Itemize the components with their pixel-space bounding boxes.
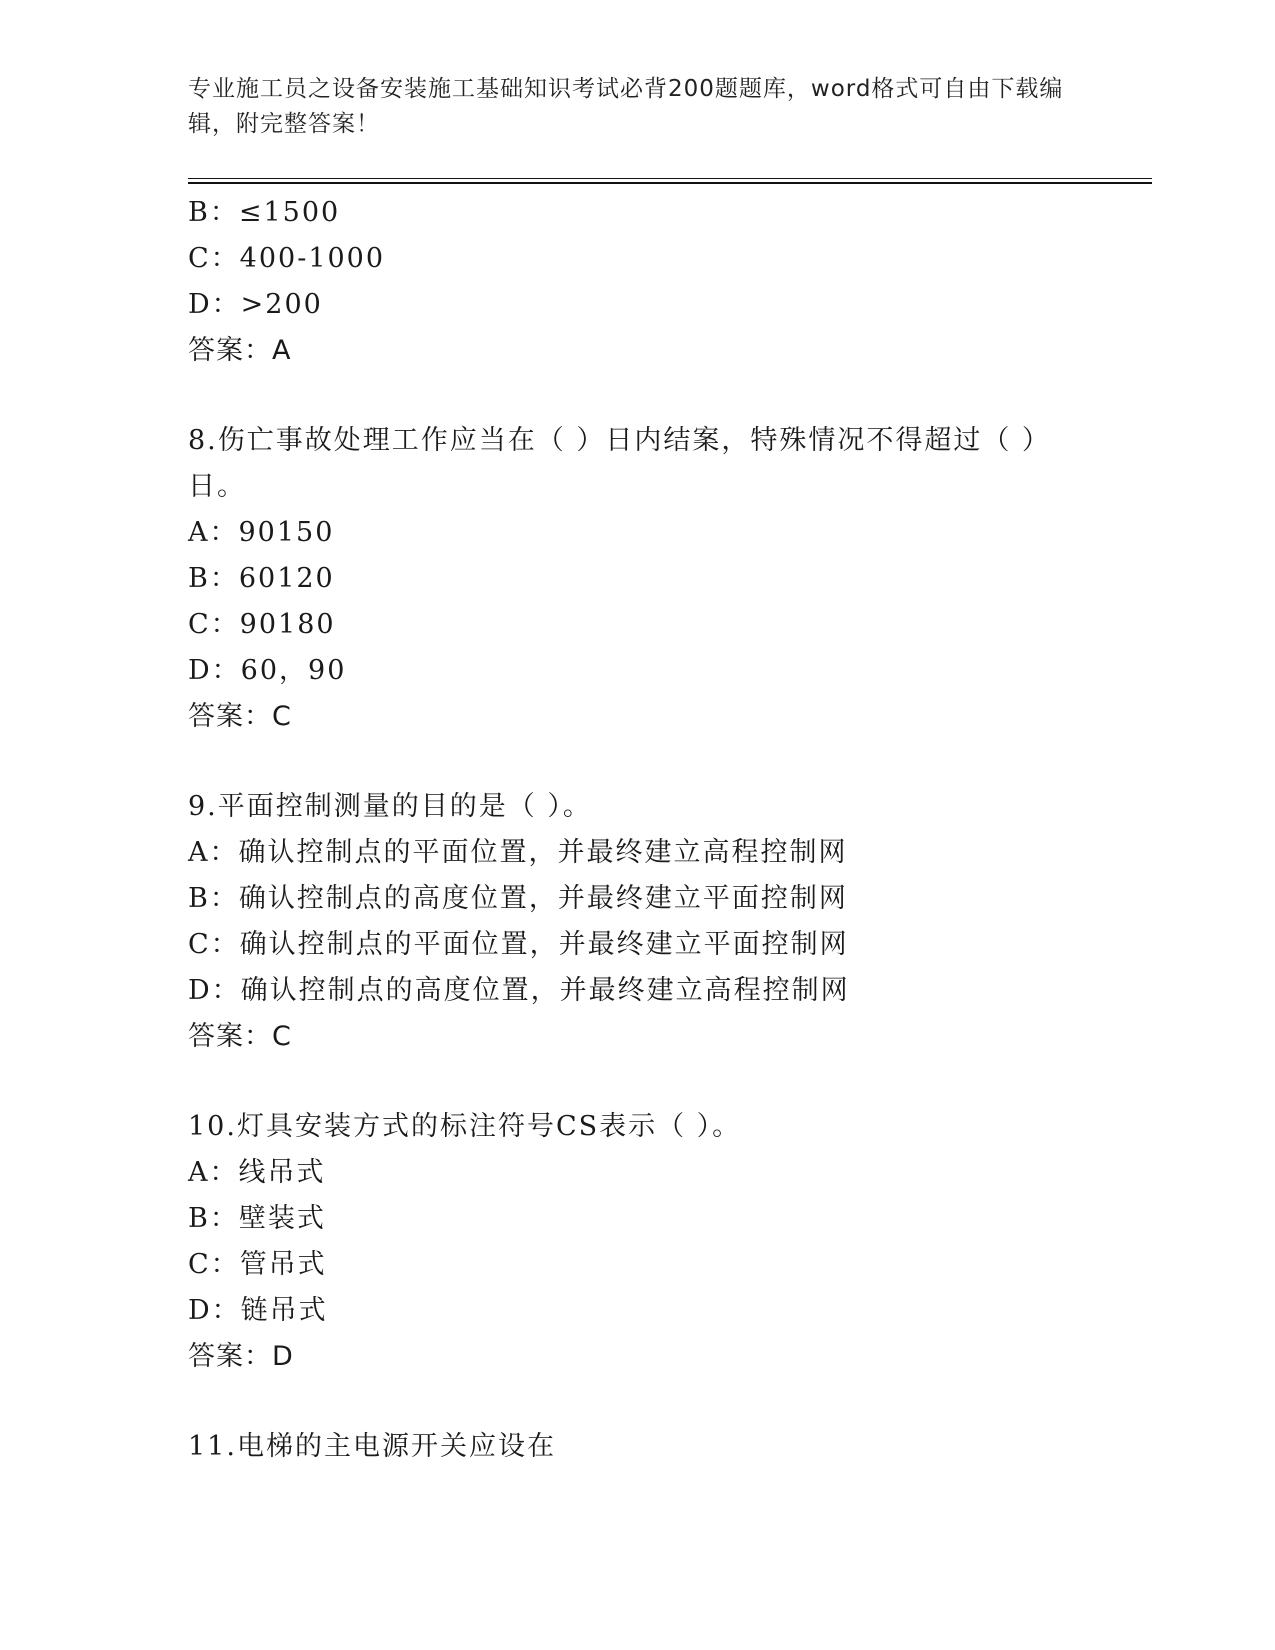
question-title: 8.伤亡事故处理工作应当在（ ）日内结案，特殊情况不得超过（ ）日。 <box>188 425 1051 502</box>
answer-line: 答案：C <box>188 1021 292 1052</box>
option-row <box>188 602 1088 648</box>
question-title: 9.平面控制测量的目的是（ ）。 <box>188 791 592 822</box>
question-block <box>188 1424 1088 1470</box>
option-label: D： <box>188 289 241 320</box>
option-label: B： <box>188 197 239 228</box>
option-row <box>188 510 1088 556</box>
question-list <box>188 190 1088 1470</box>
option-text: ≤1500 <box>238 197 341 228</box>
option-text: >200 <box>240 289 323 320</box>
option-row <box>188 968 1088 1014</box>
option-row <box>188 648 1088 694</box>
question-title: 10.灯具安装方式的标注符号CS表示（ ）。 <box>188 1111 742 1142</box>
option-text: 400-1000 <box>239 243 386 274</box>
option-text: 90180 <box>239 609 336 640</box>
option-label: C： <box>188 609 240 640</box>
option-text: 确认控制点的平面位置，并最终建立高程控制网 <box>238 837 848 868</box>
option-label: C： <box>188 929 240 960</box>
header-divider-thin <box>188 178 1152 179</box>
option-text: 60，90 <box>240 655 347 686</box>
option-text: 确认控制点的平面位置，并最终建立平面控制网 <box>239 929 849 960</box>
answer-line: 答案：C <box>188 701 292 732</box>
option-text: 链吊式 <box>240 1295 328 1326</box>
option-text: 确认控制点的高度位置，并最终建立高程控制网 <box>240 975 850 1006</box>
option-text: 确认控制点的高度位置，并最终建立平面控制网 <box>238 883 848 914</box>
question-title: 11.电梯的主电源开关应设在 <box>188 1431 556 1462</box>
option-row <box>188 282 1088 328</box>
option-row <box>188 876 1088 922</box>
option-label: D： <box>188 655 241 686</box>
option-label: A： <box>188 837 239 868</box>
option-label: D： <box>188 1295 241 1326</box>
option-row <box>188 830 1088 876</box>
option-text: 线吊式 <box>238 1157 326 1188</box>
option-row <box>188 1150 1088 1196</box>
option-label: B： <box>188 1203 239 1234</box>
question-block <box>188 418 1088 740</box>
document-header <box>188 72 1088 142</box>
option-label: C： <box>188 1249 240 1280</box>
option-label: C： <box>188 243 240 274</box>
option-label: D： <box>188 975 241 1006</box>
option-label: B： <box>188 883 239 914</box>
option-text: 90150 <box>238 517 335 548</box>
option-row <box>188 236 1088 282</box>
answer-line: 答案：D <box>188 1341 294 1372</box>
option-row <box>188 1288 1088 1334</box>
question-block <box>188 1104 1088 1380</box>
option-text: 壁装式 <box>238 1203 326 1234</box>
header-divider-thick <box>188 182 1152 184</box>
carry-over-question <box>188 190 1088 374</box>
option-label: A： <box>188 1157 239 1188</box>
option-row <box>188 922 1088 968</box>
spacer <box>188 1380 1088 1424</box>
answer-line: 答案：A <box>188 335 292 366</box>
spacer <box>188 740 1088 784</box>
spacer <box>188 1060 1088 1104</box>
document-title: 专业施工员之设备安装施工基础知识考试必背200题题库，word格式可自由下载编辑，附完整答案！ <box>188 76 1064 137</box>
question-block <box>188 784 1088 1060</box>
option-row <box>188 1196 1088 1242</box>
option-row <box>188 1242 1088 1288</box>
option-row <box>188 190 1088 236</box>
option-row <box>188 556 1088 602</box>
option-label: B： <box>188 563 239 594</box>
option-text: 60120 <box>238 563 335 594</box>
option-text: 管吊式 <box>239 1249 327 1280</box>
spacer <box>188 374 1088 418</box>
option-label: A： <box>188 517 239 548</box>
